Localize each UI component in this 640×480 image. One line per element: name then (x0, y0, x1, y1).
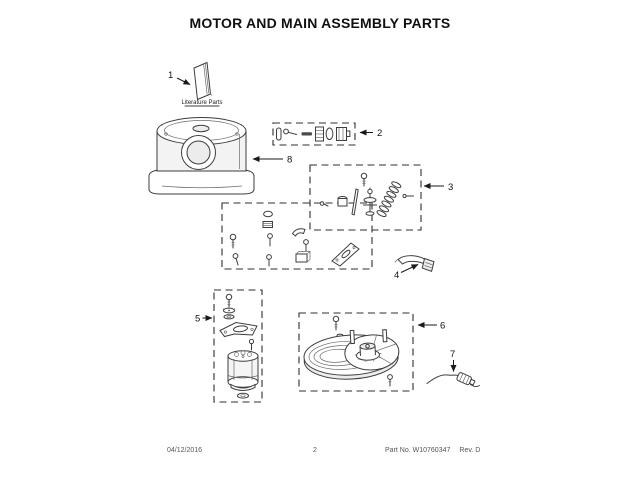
power-cord-figure (427, 372, 480, 387)
literature-part-label: Literature Parts (181, 100, 223, 106)
lever-figure (395, 256, 434, 272)
hardware-parts-3 (320, 173, 413, 217)
callout-3-label: 3 (448, 182, 454, 193)
callout-2-label: 2 (377, 128, 383, 139)
footer-date: 04/12/2016 (167, 447, 203, 454)
callout-7-label: 7 (450, 349, 456, 360)
callout-2 (360, 128, 382, 139)
callout-4 (394, 265, 418, 282)
callout-4-label: 4 (394, 270, 400, 281)
callout-1 (168, 70, 190, 85)
callout-1-arrow (177, 78, 190, 85)
drive-assembly-figure (303, 316, 400, 386)
footer-revision: Rev. D (459, 447, 481, 454)
callout-4-arrow (401, 265, 418, 273)
callout-8 (253, 155, 292, 166)
callout-5 (195, 314, 212, 325)
coil-spring (376, 181, 402, 218)
footer-page-number: 2 (313, 447, 317, 454)
hardware-parts-3b (230, 211, 359, 266)
literature-part-figure (181, 63, 222, 107)
main-housing-figure (149, 118, 254, 195)
callout-1-label: 1 (168, 70, 174, 81)
footer-part-info (385, 447, 480, 454)
hardware-parts-2 (277, 127, 350, 141)
callout-8-label: 8 (287, 154, 293, 166)
callout-7 (450, 349, 455, 372)
callout-6 (418, 321, 445, 332)
callout-6-label: 6 (440, 320, 446, 332)
footer-part-number: Part No. W10760347 (385, 447, 451, 454)
page-title: MOTOR AND MAIN ASSEMBLY PARTS (189, 15, 451, 31)
callout-3 (424, 182, 453, 193)
callout-5-label: 5 (195, 313, 201, 325)
motor-assembly-figure (220, 294, 258, 398)
